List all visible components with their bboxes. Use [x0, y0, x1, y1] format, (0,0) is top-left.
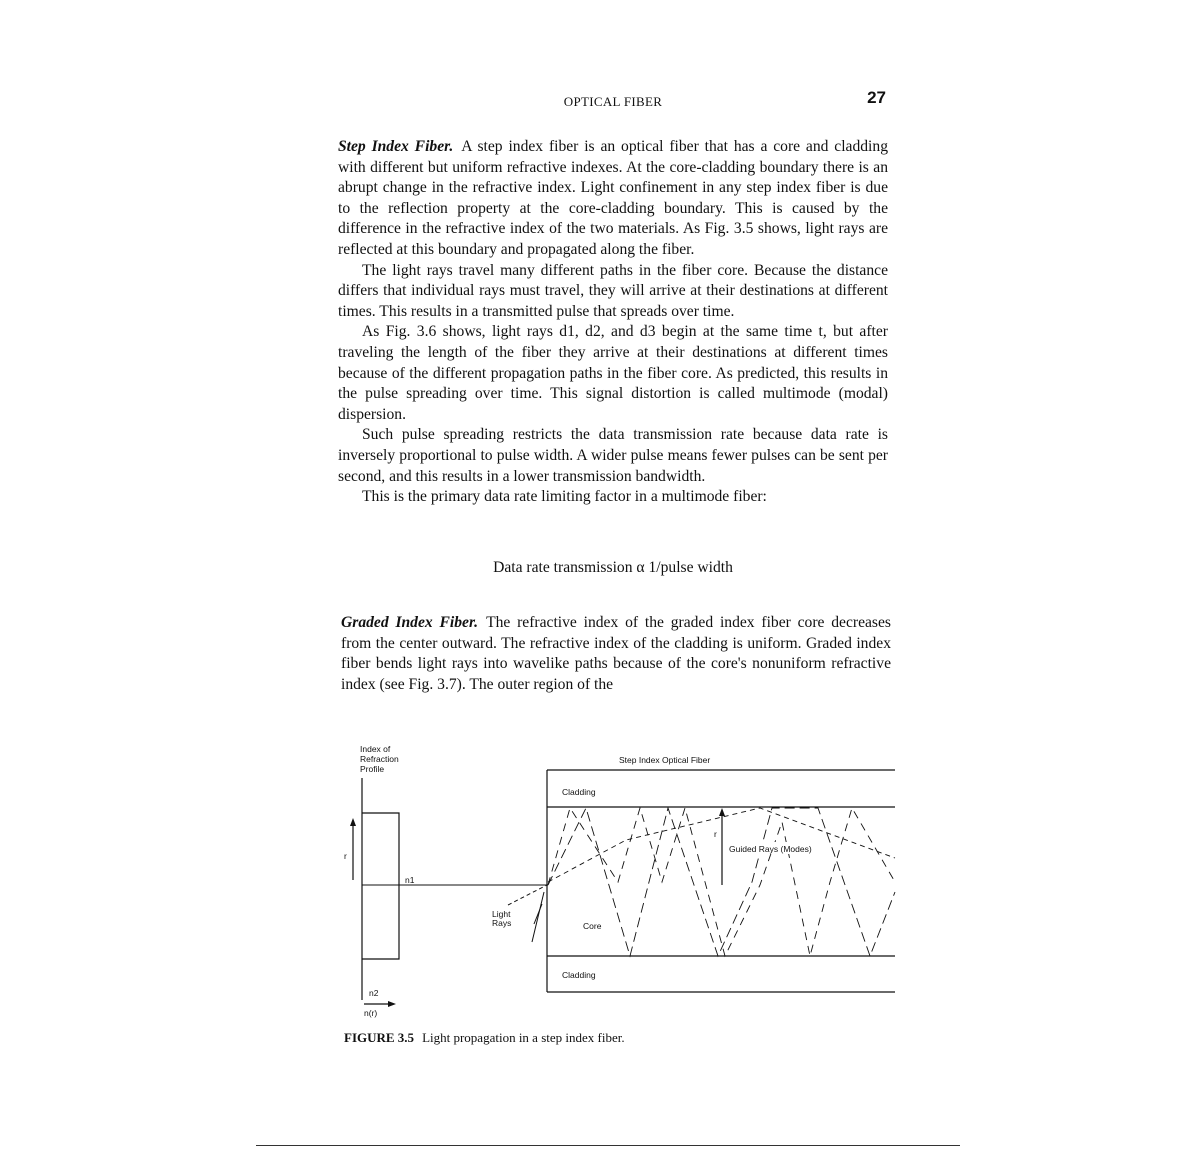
data-rate-equation: Data rate transmission α 1/pulse width	[493, 559, 733, 576]
r-arrow-head	[350, 818, 356, 826]
step-index-heading: Step Index Fiber.	[338, 138, 454, 155]
inner-r-label: r	[714, 829, 717, 839]
profile-label-3: Profile	[360, 764, 385, 774]
light-rays-label-1: Light	[492, 909, 511, 919]
guided-rays-label: Guided Rays (Modes)	[729, 844, 812, 854]
step-index-section	[338, 137, 888, 508]
profile-label-1: Index of	[360, 744, 391, 754]
cladding-bottom-label: Cladding	[562, 970, 596, 980]
fiber-title: Step Index Optical Fiber	[619, 755, 711, 765]
n1-label: n1	[405, 875, 415, 885]
core-label: Core	[583, 921, 602, 931]
r-label: r	[344, 851, 347, 861]
step-index-p1-text: A step index fiber is an optical fiber that has a core and cladding with different but uniform refractive indexes. At the core-cladding boundary there is an abrupt change in the refractive index. Light confinement in any step index fiber is due to the reflection property at the core-cladding boundary. This is caused by the difference in the refractive index of the two materials. As Fig. 3.5 shows, light rays are reflected at this boundary and propagated along the fiber.	[338, 138, 888, 258]
inner-r-arrow-head	[719, 808, 725, 816]
cladding-top-label: Cladding	[562, 787, 596, 797]
footer-rule	[256, 1145, 960, 1146]
step-index-paragraph-4: Such pulse spreading restricts the data transmission rate because data rate is inversely proportional to pulse width. A wider pulse means fewer pulses can be sent per second, and this results in a lower transmission bandwidth.	[338, 426, 888, 485]
figure-3-5	[340, 742, 900, 1022]
graded-index-p1-text: The refractive index of the graded index fiber core decreases from the center outward. The refractive index of the cladding is uniform. Graded index fiber bends light rays into wavelike paths because of the core's nonuniform refractive index (see Fig. 3.7). The outer region of the	[341, 614, 891, 693]
nr-arrow-head	[388, 1001, 396, 1007]
graded-index-heading: Graded Index Fiber.	[341, 614, 479, 631]
n2-label: n2	[369, 988, 379, 998]
figure-caption-text: Light propagation in a step index fiber.	[422, 1030, 625, 1045]
graded-index-paragraph-1	[341, 613, 891, 695]
light-rays-label-2: Rays	[492, 918, 512, 928]
step-index-fiber-diagram	[340, 742, 900, 1022]
step-index-paragraph-1	[338, 137, 888, 261]
figure-caption	[344, 1030, 625, 1046]
figure-caption-label: FIGURE 3.5	[344, 1030, 415, 1045]
running-title: OPTICAL FIBER	[563, 94, 663, 109]
nr-label: n(r)	[364, 1008, 378, 1018]
step-index-paragraph-3: As Fig. 3.6 shows, light rays d1, d2, and d3 begin at the same time t, but after traveling the length of the fiber they arrive at their destinations at different times because of the different propagation paths in the fiber core. As predicted, this results in the pulse spreading over time. This signal distortion is called multimode (modal) dispersion.	[338, 323, 888, 423]
running-header	[338, 90, 888, 114]
profile-step	[362, 813, 399, 959]
incoming-rays	[508, 885, 547, 942]
step-index-paragraph-5: This is the primary data rate limiting factor in a multimode fiber:	[362, 488, 767, 506]
graded-index-section	[341, 613, 891, 695]
profile-label-2: Refraction	[360, 754, 399, 764]
step-index-paragraph-2: The light rays travel many different paths in the fiber core. Because the distance differs that individual rays must travel, they will arrive at their destinations at different times. This results in a transmitted pulse that spreads over time.	[338, 261, 888, 320]
page-number: 27	[867, 88, 886, 107]
